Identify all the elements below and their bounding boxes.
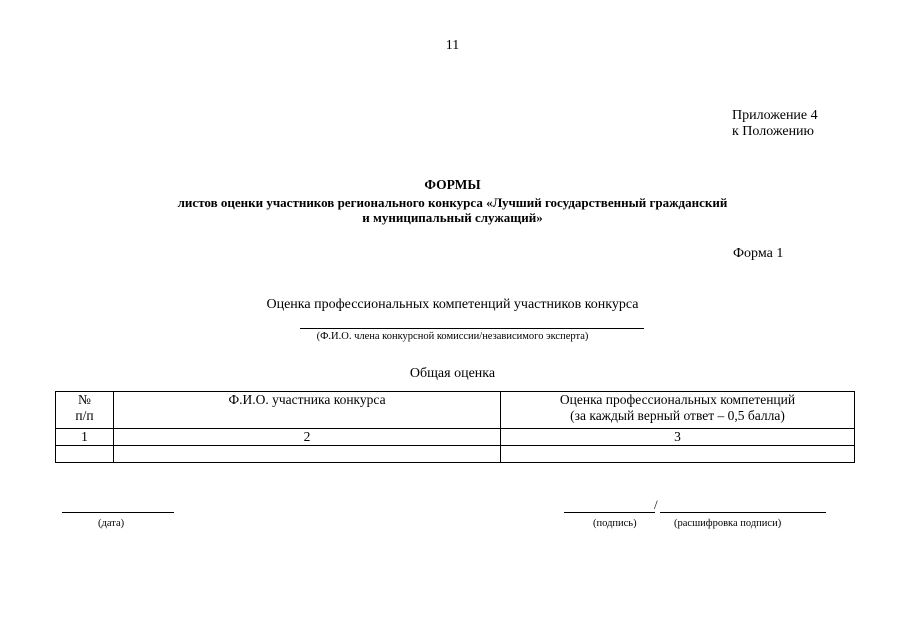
- column-number: 3: [501, 429, 855, 446]
- general-evaluation-heading: Общая оценка: [409, 366, 496, 381]
- header-score-title: Оценка профессиональных компетенций: [559, 392, 796, 407]
- table-cell[interactable]: [501, 446, 855, 463]
- evaluation-heading: Оценка профессиональных компетенций участников конкурса: [266, 297, 639, 312]
- signature-caption: (подпись): [593, 518, 637, 529]
- table-cell[interactable]: [114, 446, 501, 463]
- fio-blank-line: [300, 328, 644, 329]
- table-cell[interactable]: [56, 446, 114, 463]
- table-row: [56, 446, 855, 463]
- document-subtitle: [80, 195, 825, 225]
- date-caption: (дата): [98, 518, 125, 529]
- header-number-cell: [56, 392, 114, 429]
- column-number-row: [56, 429, 855, 446]
- page-number: 11: [445, 38, 460, 53]
- column-number: 2: [114, 429, 501, 446]
- subtitle-line-2: и муниципальный служащий»: [362, 210, 543, 225]
- decoding-caption: (расшифровка подписи): [674, 518, 782, 529]
- appendix-regulation-line: к Положению: [732, 124, 815, 139]
- form-label: Форма 1: [733, 246, 784, 261]
- signature-blank-line: [564, 512, 655, 513]
- fio-caption: (Ф.И.О. члена конкурсной комиссии/независимого эксперта): [316, 331, 589, 342]
- document-title: ФОРМЫ: [424, 177, 481, 192]
- evaluation-table: [55, 391, 855, 463]
- header-score-note: (за каждый верный ответ – 0,5 балла): [570, 408, 785, 423]
- header-participant: Ф.И.О. участника конкурса: [228, 392, 386, 407]
- subtitle-line-1: листов оценки участников регионального конкурса «Лучший государственный гражданский: [177, 195, 728, 210]
- header-number-abbr: п/п: [75, 408, 94, 423]
- table-header-row: [56, 392, 855, 429]
- date-blank-line: [62, 512, 174, 513]
- appendix-line: Приложение 4: [732, 108, 818, 123]
- header-number-symbol: №: [78, 392, 91, 407]
- appendix-reference: [732, 108, 818, 140]
- header-participant-cell: [114, 392, 501, 429]
- decoding-blank-line: [660, 512, 826, 513]
- signature-separator: /: [654, 497, 658, 512]
- header-score-cell: [501, 392, 855, 429]
- column-number: 1: [56, 429, 114, 446]
